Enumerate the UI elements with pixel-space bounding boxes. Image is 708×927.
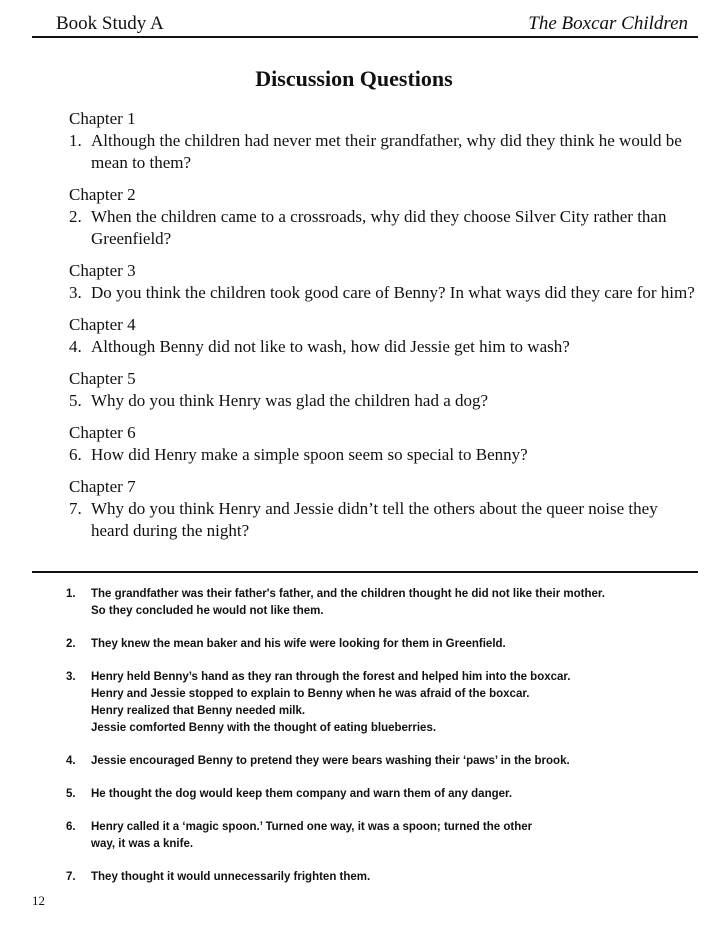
answer-number: 2. [66, 638, 76, 650]
question-text: Why do you think Henry and Jessie didn’t tell the others about the queer noise they heard during the night? [91, 499, 658, 540]
question-item [69, 260, 699, 304]
page-title: Discussion Questions [255, 66, 453, 91]
answer-number: 5. [66, 788, 76, 800]
chapter-heading: Chapter 6 [69, 423, 136, 442]
book-study-label: Book Study A [56, 13, 164, 34]
question-number: 3. [69, 283, 82, 302]
answer-line: Henry and Jessie stopped to explain to Benny when he was afraid of the boxcar. [91, 688, 530, 700]
question-item [69, 368, 699, 412]
chapter-heading: Chapter 2 [69, 185, 136, 204]
answer-line: Henry held Benny’s hand as they ran through the forest and helped him into the boxcar. [91, 671, 571, 683]
question-item [69, 314, 699, 358]
answer-line: way, it was a knife. [91, 838, 194, 850]
question-item [69, 422, 699, 466]
answers-divider [32, 571, 698, 573]
page-number: 12 [32, 893, 45, 908]
answer-line: They knew the mean baker and his wife were looking for them in Greenfield. [91, 638, 506, 650]
question-text: How did Henry make a simple spoon seem so special to Benny? [91, 445, 528, 464]
chapter-heading: Chapter 4 [69, 315, 136, 334]
answer-item [66, 586, 686, 620]
answer-item [66, 819, 686, 853]
answer-key [66, 586, 686, 902]
question-item [69, 108, 699, 174]
answer-item [66, 669, 686, 737]
answer-line: The grandfather was their father's father, and the children thought he did not like their mother. [91, 588, 605, 600]
answer-line: They thought it would unnecessarily frighten them. [91, 871, 371, 883]
chapter-heading: Chapter 3 [69, 261, 136, 280]
question-item [69, 476, 699, 542]
chapter-heading: Chapter 5 [69, 369, 136, 388]
answer-number: 3. [66, 671, 76, 683]
question-text: Although Benny did not like to wash, how did Jessie get him to wash? [91, 337, 570, 356]
page-header [32, 10, 698, 38]
question-text: Although the children had never met their grandfather, why did they think he would be mean to them? [91, 131, 682, 172]
question-number: 4. [69, 337, 82, 356]
question-number: 6. [69, 445, 82, 464]
answer-line: Henry realized that Benny needed milk. [91, 705, 306, 717]
book-title: The Boxcar Children [528, 13, 688, 34]
chapter-heading: Chapter 1 [69, 109, 136, 128]
answer-item [66, 869, 686, 886]
question-text: Why do you think Henry was glad the children had a dog? [91, 391, 489, 410]
answer-line: Jessie comforted Benny with the thought of eating blueberries. [91, 722, 437, 734]
question-item [69, 184, 699, 250]
answer-line: Henry called it a ‘magic spoon.’ Turned one way, it was a spoon; turned the other [91, 821, 533, 833]
question-number: 7. [69, 499, 82, 518]
answer-number: 4. [66, 755, 76, 767]
answer-item [66, 753, 686, 770]
answer-item [66, 786, 686, 803]
answer-line: So they concluded he would not like them. [91, 605, 324, 617]
answer-line: Jessie encouraged Benny to pretend they were bears washing their ‘paws’ in the brook. [91, 755, 570, 767]
questions-list [69, 108, 699, 552]
question-number: 5. [69, 391, 82, 410]
chapter-heading: Chapter 7 [69, 477, 136, 496]
question-text: Do you think the children took good care of Benny? In what ways did they care for him? [91, 283, 695, 302]
question-number: 2. [69, 207, 82, 226]
answer-number: 7. [66, 871, 76, 883]
answer-item [66, 636, 686, 653]
answer-line: He thought the dog would keep them company and warn them of any danger. [91, 788, 513, 800]
question-number: 1. [69, 131, 82, 150]
question-text: When the children came to a crossroads, why did they choose Silver City rather than Greenfield? [91, 207, 667, 248]
answer-number: 1. [66, 588, 76, 600]
answer-number: 6. [66, 821, 76, 833]
